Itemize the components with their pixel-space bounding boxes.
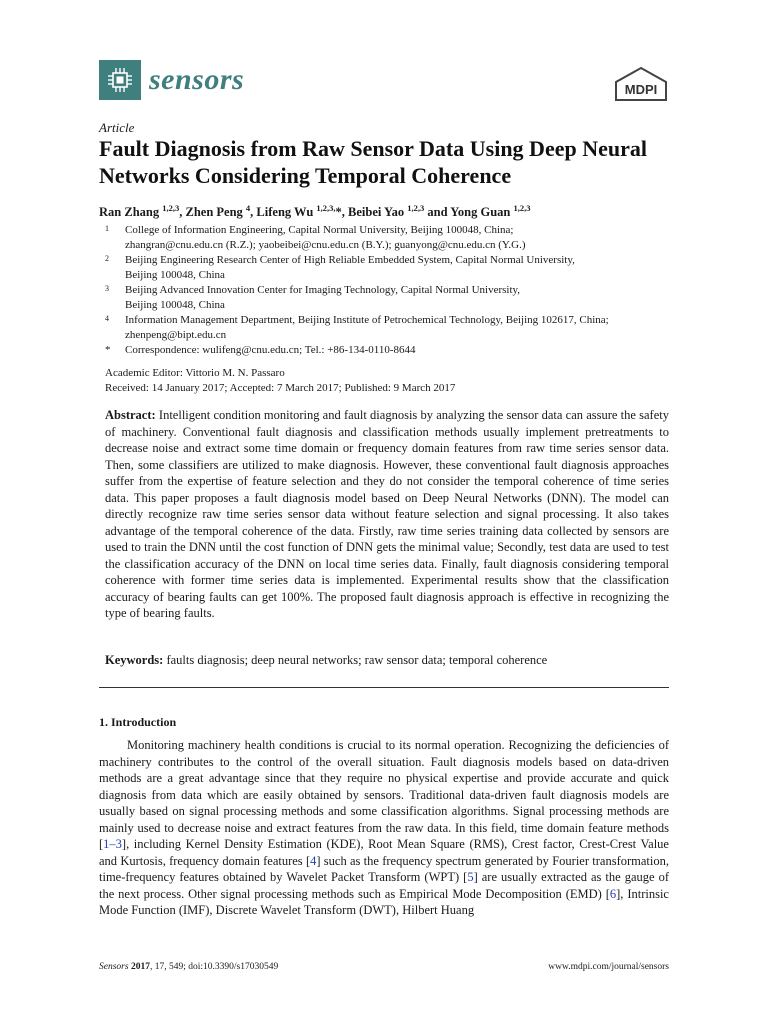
affiliation-line: Beijing Engineering Research Center of High Reliable Embedded System, Capital Normal University,: [125, 254, 575, 266]
affiliation-item: [105, 343, 675, 358]
publisher-name: MDPI: [624, 82, 658, 97]
affiliation-marker: *: [105, 344, 111, 356]
abstract: [105, 407, 669, 622]
section-heading: 1. Introduction: [99, 715, 177, 729]
abstract-text: Intelligent condition monitoring and fault diagnosis by analyzing the sensor data can assure the safety of machinery. Conventional fault diagnosis and classification methods usually implement pretreatments to decrease noise and extract some time domain or frequency domain features from raw time series sensor data. Then, some classifiers are utilized to make diagnosis. However, these conventional fault diagnosis approaches suffer from the expertise of feature selection and they do not consider the temporal coherence of time series data. This paper proposes a fault diagnosis model based on Deep Neural Networks (DNN). The model can directly recognize raw time series sensor data without feature selection and signal processing. It also takes advantage of the temporal coherence of the data. Firstly, raw time series training data collected by sensors are used to train the DNN until the cost function of DNN gets the minimal value; Secondly, test data are used to test the classification accuracy of the DNN on local time series data. Finally, fault diagnosis considering temporal coherence with former time series data is implemented. Experimental results show that the classification accuracy of bearing faults can get 100%. The proposed fault diagnosis approach is effective in recognizing the type of bearing faults.: [105, 408, 669, 620]
author-affiliation-marker: 4: [245, 203, 251, 213]
affiliation-line: Information Management Department, Beijing Institute of Petrochemical Technology, Beijing 102617, China;: [125, 314, 609, 326]
affiliation-item: [105, 253, 675, 283]
affiliation-item: [105, 283, 675, 313]
author-name[interactable]: Zhen Peng: [185, 205, 243, 220]
footer-year: 2017: [130, 962, 150, 972]
author-affiliation-marker: 1,2,3: [162, 203, 180, 213]
affiliation-text: [125, 253, 675, 283]
author-affiliation-marker: 1,2,3,: [316, 203, 336, 213]
author-name[interactable]: Beibei Yao: [348, 205, 405, 220]
paragraph-text: ], Intrinsic Mode Function (IMF), Discrete Wavelet Transform (DWT), Hilbert Huang: [99, 886, 669, 917]
keywords-label: Keywords:: [105, 653, 164, 667]
affiliation-text: [125, 283, 675, 313]
editor-info: [105, 366, 455, 396]
corresponding-author-marker: *: [335, 205, 342, 220]
affiliations: [105, 223, 675, 358]
footer-journal: Sensors: [99, 962, 129, 972]
paragraph-text: ], including Kernel Density Estimation (KDE), Root Mean Square (RMS), Crest factor, Crest-Crest Value and Kurtosis, frequency domain features [: [99, 837, 669, 868]
author-name[interactable]: Ran Zhang: [99, 205, 160, 220]
affiliation-item: [105, 223, 675, 253]
affiliation-line: zhangran@cnu.edu.cn (R.Z.); yaobeibei@cnu.edu.cn (B.Y.); guanyong@cnu.edu.cn (Y.G.): [125, 239, 526, 251]
affiliation-marker: 1: [105, 224, 109, 233]
affiliation-marker: 3: [105, 284, 109, 293]
keywords: [105, 652, 669, 668]
affiliation-line: Beijing Advanced Innovation Center for Imaging Technology, Capital Normal University,: [125, 284, 521, 296]
footer-citation: , 17, 549; doi:10.3390/s17030549: [149, 962, 279, 972]
paragraph-text: ] are usually extracted as the gauge of the next process. Other signal processing methods such as Empirical Mode Decomposition (EMD) [: [99, 870, 669, 901]
chip-icon: [99, 60, 141, 100]
author-list: Ran Zhang $^{1,2,3}$, Zhen Peng $^4$, Lifeng Wu $^{1,2,3,}$*, Beibei Yao $^{1,2,3}$ and Yong Guan $^{1,2,3}$: [99, 203, 531, 220]
reference-link[interactable]: 6: [609, 886, 617, 901]
introduction-paragraph: [99, 737, 669, 919]
affiliation-line: Beijing 100048, China: [125, 299, 225, 311]
academic-editor: Academic Editor: Vittorio M. N. Passaro: [105, 367, 285, 379]
affiliation-marker: 4: [105, 314, 109, 323]
article-title: Fault Diagnosis from Raw Sensor Data Using Deep Neural Networks Considering Temporal Coherence: [99, 136, 647, 188]
affiliation-text: [125, 313, 675, 343]
affiliation-item: [105, 313, 675, 343]
publication-dates: Received: 14 January 2017; Accepted: 7 March 2017; Published: 9 March 2017: [105, 382, 456, 394]
paragraph-text: ] such as the frequency spectrum generated by Fourier transformation, time-frequency features obtained by Wavelet Packet Transform (WPT) [: [99, 853, 669, 884]
author-affiliation-marker: 1,2,3: [407, 203, 425, 213]
reference-link[interactable]: 4: [310, 853, 317, 868]
mdpi-logo-icon[interactable]: [612, 66, 670, 107]
affiliation-line: zhenpeng@bipt.edu.cn: [125, 329, 227, 341]
affiliation-text: [125, 223, 675, 253]
affiliation-line: Correspondence: wulifeng@cnu.edu.cn; Tel.: +86-134-0110-8644: [125, 344, 416, 356]
journal-url-link[interactable]: www.mdpi.com/journal/sensors: [548, 962, 669, 972]
affiliation-line: College of Information Engineering, Capital Normal University, Beijing 100048, China;: [125, 224, 514, 236]
journal-logo[interactable]: [99, 60, 244, 100]
reference-link[interactable]: 1–3: [103, 837, 122, 851]
keywords-text: faults diagnosis; deep neural networks; raw sensor data; temporal coherence: [166, 653, 548, 667]
article-type: Article: [99, 120, 135, 135]
affiliation-line: Beijing 100048, China: [125, 269, 225, 281]
abstract-label: Abstract:: [105, 408, 156, 422]
journal-name: sensors: [149, 63, 245, 96]
citation-footer: [99, 962, 278, 972]
reference-link[interactable]: 5: [467, 870, 474, 884]
author-name[interactable]: Yong Guan: [450, 205, 511, 220]
section-divider: [99, 687, 669, 688]
affiliation-text: [125, 343, 675, 358]
paragraph-text: Monitoring machinery health conditions is crucial to its normal operation. Recognizing the deficiencies of machinery contributes to the control of the overall situation. Fault diagnosis models based on data-driven methods are a great advantage since that they require no physical expertise and provide accurate and quick diagnosis from data which are easily obtained by sensors. Traditional data-driven fault diagnosis models are usually based on signal processing methods and some classification algorithms. Signal processing methods are mainly used to decrease noise and extract features from the raw data. In this field, time domain feature methods [: [99, 738, 669, 851]
affiliation-marker: 2: [105, 254, 109, 263]
author-name[interactable]: Lifeng Wu: [256, 205, 314, 220]
author-affiliation-marker: 1,2,3: [513, 203, 531, 213]
